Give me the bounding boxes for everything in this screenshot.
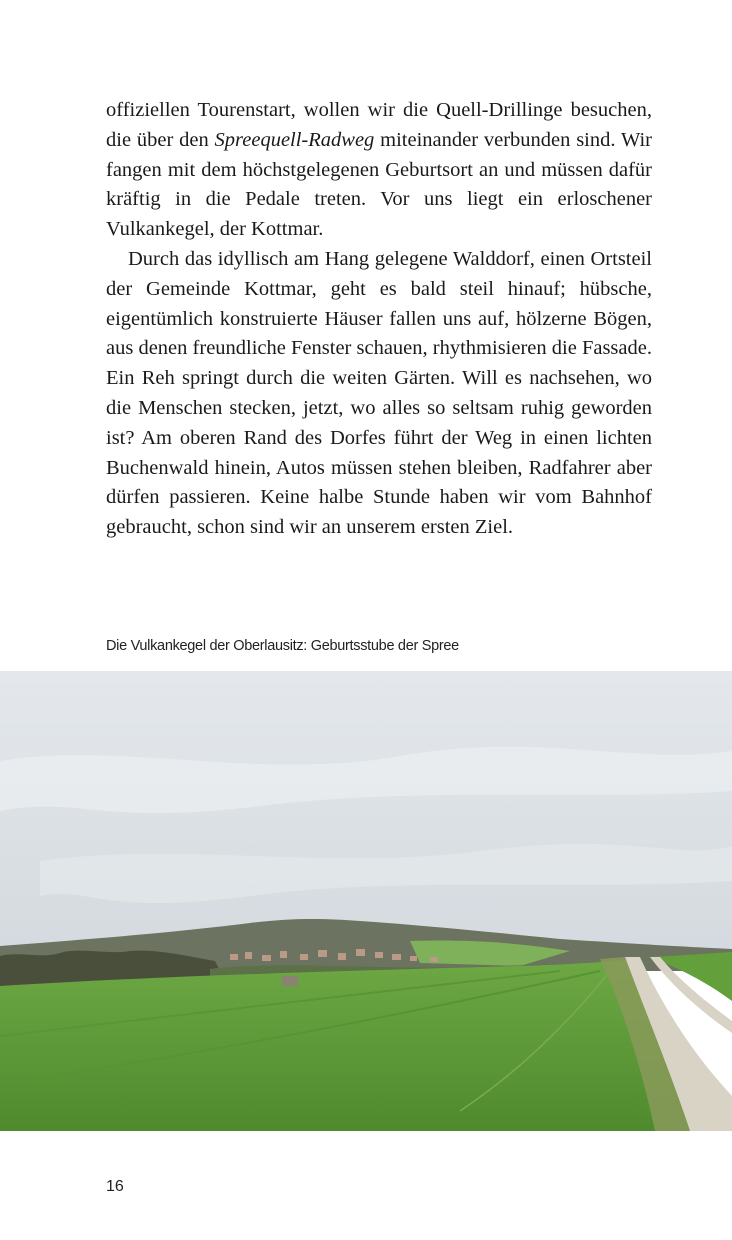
paragraph-1-text-b: miteinander verbunden sind. Wir fangen mit dem höchstgelegenen Geburtsort an und müssen dafür kräftig in die Pedale treten. Vor uns liegt ein erloschener Vulkankegel, der Kottmar. — [106, 128, 652, 241]
route-name-italic: Spreequell-Radweg — [214, 128, 375, 151]
field-hut — [282, 976, 298, 986]
photo-caption: Die Vulkankegel der Oberlausitz: Geburtsstube der Spree — [106, 638, 459, 654]
landscape-photo — [0, 671, 732, 1131]
green-field — [0, 959, 690, 1131]
paragraph-1-text-a: offiziellen Tourenstart, wollen wir die Quell-Drillinge besuchen, die über den — [106, 99, 652, 151]
paragraph-2: Durch das idyllisch am Hang gelegene Walddorf, einen Ortsteil der Gemeinde Kottmar, geht es bald steil hinauf; hübsche, eigentümlich konstruierte Häuser fallen uns auf, hölzerne Bögen, aus denen freundliche Fenster schauen, rhythmisieren die Fassade. Ein Reh springt durch die weiten Gärten. Will es nachsehen, wo die Menschen stecken, jetzt, wo alles so seltsam ruhig geworden ist? Am oberen Rand des Dorfes führt der Weg in einen lichten Buchenwald hinein, Autos müssen stehen bleiben, Radfahrer aber dürfen passieren. Keine halbe Stunde haben wir vom Bahnhof gebraucht, schon sind wir an unserem ersten Ziel. — [106, 247, 652, 539]
page-number: 16 — [106, 1178, 124, 1195]
body-text — [106, 96, 652, 543]
paragraph-1 — [106, 96, 652, 245]
